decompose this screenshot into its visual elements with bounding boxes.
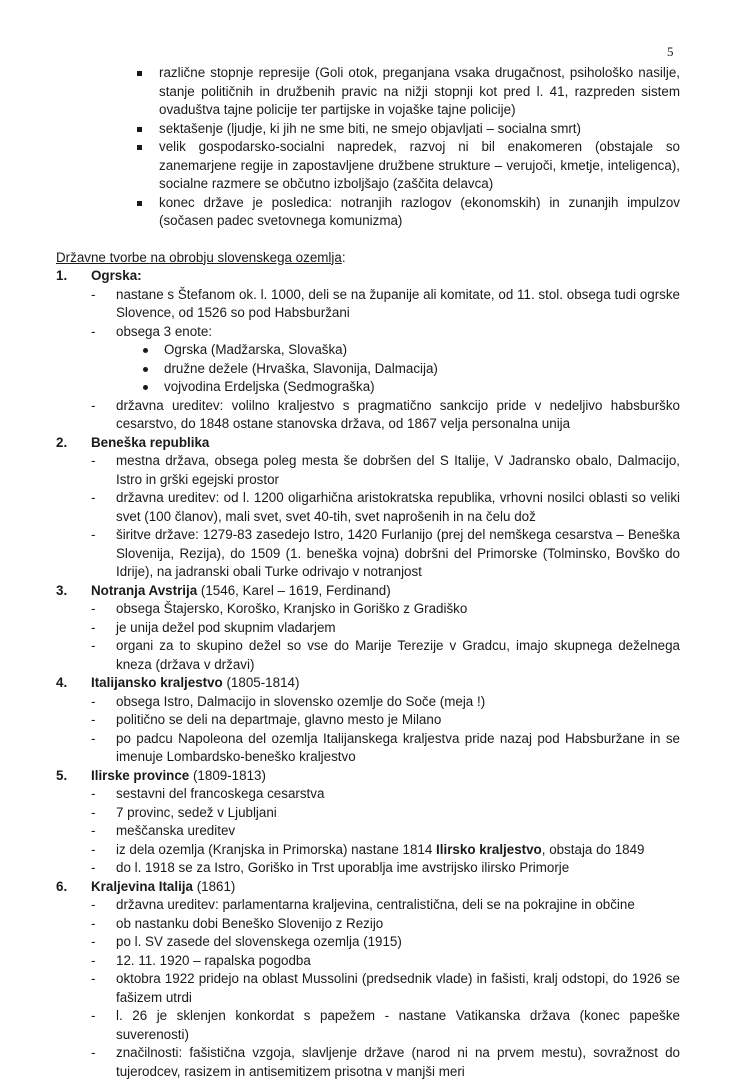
intro-bullet-list bbox=[136, 64, 680, 231]
round-bullet-icon bbox=[143, 367, 148, 372]
section-number: 4. bbox=[56, 674, 67, 693]
list-item bbox=[91, 933, 680, 952]
section-header bbox=[91, 267, 680, 286]
list-item bbox=[91, 859, 680, 878]
list-item bbox=[91, 452, 680, 489]
list-item-text: velik gospodarsko-socialni napredek, razvoj ni bil enakomeren (obstajale so zanemarjene regije in zapostavljene družbene strukture – verujoči, kmetje, inteligenca), socialne razmere se občutno izboljšajo (zaščita delavca) bbox=[159, 139, 680, 191]
list-item-text: različne stopnje represije (Goli otok, preganjana vsaka drugačnost, psihološko nasilje, stanje političnih in družbenih pravic na nižji stopnji kot pred l. 41, razpreden sistem ovaduštva tajne policije ter partijske in vojaške tajne policije) bbox=[159, 65, 680, 117]
section-subtitle: (1809-1813) bbox=[189, 768, 266, 783]
section-title: Ogrska: bbox=[91, 268, 142, 283]
heading-suffix: : bbox=[342, 250, 346, 265]
dash-bullet-icon: - bbox=[91, 822, 95, 841]
dash-bullet-icon: - bbox=[91, 637, 95, 656]
list-item bbox=[136, 64, 680, 120]
dash-list bbox=[91, 600, 680, 674]
list-item bbox=[91, 323, 680, 397]
dash-bullet-icon: - bbox=[91, 804, 95, 823]
list-item bbox=[91, 600, 680, 619]
numbered-section bbox=[56, 674, 680, 767]
list-item bbox=[91, 785, 680, 804]
list-item bbox=[91, 526, 680, 582]
list-item-text: meščanska ureditev bbox=[116, 823, 235, 838]
section-number: 5. bbox=[56, 767, 67, 786]
list-item bbox=[91, 970, 680, 1007]
numbered-section bbox=[56, 767, 680, 878]
sub-list-item bbox=[141, 360, 680, 379]
list-item bbox=[91, 1007, 680, 1044]
list-item-text: l. 26 je sklenjen konkordat s papežem - nastane Vatikanska država (konec papeške suverenosti) bbox=[116, 1008, 680, 1042]
dash-list bbox=[91, 785, 680, 878]
document-body bbox=[56, 64, 680, 1081]
list-item bbox=[91, 915, 680, 934]
list-item bbox=[91, 489, 680, 526]
dash-bullet-icon: - bbox=[91, 841, 95, 860]
list-item bbox=[91, 804, 680, 823]
list-item-text: oktobra 1922 pridejo na oblast Mussolini (predsednik vlade) in fašisti, kralj odstopi, do 1926 se fašizem utrdi bbox=[116, 971, 680, 1005]
section-header bbox=[91, 582, 680, 601]
list-item-text: ob nastanku dobi Beneško Slovenijo z Rezijo bbox=[116, 916, 383, 931]
numbered-section bbox=[56, 582, 680, 675]
list-item-text: iz dela ozemlja (Kranjska in Primorska) nastane 1814 bbox=[116, 842, 436, 857]
dash-bullet-icon: - bbox=[91, 323, 95, 342]
square-bullet-icon bbox=[137, 201, 142, 206]
dash-bullet-icon: - bbox=[91, 711, 95, 730]
list-item bbox=[91, 711, 680, 730]
section-subtitle: (1546, Karel – 1619, Ferdinand) bbox=[197, 583, 391, 598]
dash-bullet-icon: - bbox=[91, 785, 95, 804]
section-title: Italijansko kraljestvo bbox=[91, 675, 223, 690]
list-item-text: konec države je posledica: notranjih razlogov (ekonomskih) in zunanjih impulzov (sočasen padec svetovnega komunizma) bbox=[159, 195, 680, 229]
section-subtitle: (1805-1814) bbox=[223, 675, 300, 690]
dash-bullet-icon: - bbox=[91, 286, 95, 305]
round-bullet-icon bbox=[143, 385, 148, 390]
list-item bbox=[91, 619, 680, 638]
sub-list-item-text: vojvodina Erdeljska (Sedmograška) bbox=[164, 379, 375, 394]
dash-list bbox=[91, 452, 680, 582]
section-number: 6. bbox=[56, 878, 67, 897]
list-item-text: obsega Štajersko, Koroško, Kranjsko in Goriško z Gradiško bbox=[116, 601, 467, 616]
list-item-text: 12. 11. 1920 – rapalska pogodba bbox=[116, 953, 311, 968]
list-item-text: državna ureditev: parlamentarna kraljevina, centralistična, deli se na pokrajine in občine bbox=[116, 897, 635, 912]
square-bullet-icon bbox=[137, 145, 142, 150]
list-item-text: obsega 3 enote: bbox=[116, 324, 212, 339]
list-item-text: obsega Istro, Dalmacijo in slovensko ozemlje do Soče (meja !) bbox=[116, 694, 485, 709]
list-item-text: širitve države: 1279-83 zasedejo Istro, 1420 Furlanijo (prej del nemškega cesarstva – Beneška Slovenija, Rezija), do 1509 (1. beneška vojna) dobršni del Primorske (Tolminsko, Bovško do Idrije), na jadranski obali Turke odrivajo v notranjost bbox=[116, 527, 680, 579]
sections-list bbox=[56, 267, 680, 1081]
dash-bullet-icon: - bbox=[91, 397, 95, 416]
dash-bullet-icon: - bbox=[91, 1044, 95, 1063]
list-item-text: organi za to skupino dežel so vse do Marije Terezije v Gradcu, imajo skupnega deželnega kneza (država v državi) bbox=[116, 638, 680, 672]
section-title: Beneška republika bbox=[91, 435, 209, 450]
list-item bbox=[91, 730, 680, 767]
list-item-text: državna ureditev: od l. 1200 oligarhična aristokratska republika, vrhovni nosilci oblasti so veliki svet (100 članov), mali svet, svet 40-tih, svet naprošenih in na čelu dož bbox=[116, 490, 680, 524]
dash-list bbox=[91, 286, 680, 434]
list-item bbox=[136, 120, 680, 139]
dash-bullet-icon: - bbox=[91, 896, 95, 915]
dash-bullet-icon: - bbox=[91, 730, 95, 749]
dash-bullet-icon: - bbox=[91, 600, 95, 619]
list-item bbox=[136, 194, 680, 231]
section-subtitle: (1861) bbox=[193, 879, 235, 894]
list-item bbox=[91, 952, 680, 971]
list-item-text: je unija dežel pod skupnim vladarjem bbox=[116, 620, 336, 635]
list-item-text: značilnosti: fašistična vzgoja, slavljenje države (narod ni na prvem mestu), sovražnost do tujerodcev, rasizem in antisemitizem prisotna v manjši meri bbox=[116, 1045, 680, 1079]
dash-bullet-icon: - bbox=[91, 952, 95, 971]
square-bullet-icon bbox=[137, 127, 142, 132]
section-title: Kraljevina Italija bbox=[91, 879, 193, 894]
sub-list-item bbox=[141, 378, 680, 397]
dash-bullet-icon: - bbox=[91, 970, 95, 989]
section-heading bbox=[56, 249, 680, 268]
dash-bullet-icon: - bbox=[91, 452, 95, 471]
numbered-section bbox=[56, 267, 680, 434]
sub-list-item-text: Ogrska (Madžarska, Slovaška) bbox=[164, 342, 347, 357]
list-item-text: 7 provinc, sedež v Ljubljani bbox=[116, 805, 277, 820]
list-item bbox=[91, 637, 680, 674]
page-number: 5 bbox=[667, 44, 674, 60]
dash-bullet-icon: - bbox=[91, 1007, 95, 1026]
list-item bbox=[91, 286, 680, 323]
list-item bbox=[91, 1044, 680, 1081]
list-item bbox=[91, 841, 680, 860]
dash-bullet-icon: - bbox=[91, 933, 95, 952]
round-bullet-icon bbox=[143, 348, 148, 353]
section-title: Notranja Avstrija bbox=[91, 583, 197, 598]
section-title: Ilirske province bbox=[91, 768, 189, 783]
dash-list bbox=[91, 693, 680, 767]
dash-bullet-icon: - bbox=[91, 693, 95, 712]
dash-bullet-icon: - bbox=[91, 915, 95, 934]
list-item-text: sektašenje (ljudje, ki jih ne sme biti, ne smejo objavljati – socialna smrt) bbox=[159, 121, 581, 136]
dash-list bbox=[91, 896, 680, 1081]
list-item-text: politično se deli na departmaje, glavno mesto je Milano bbox=[116, 712, 441, 727]
list-item bbox=[91, 397, 680, 434]
dash-bullet-icon: - bbox=[91, 619, 95, 638]
list-item-text: po padcu Napoleona del ozemlja Italijanskega kraljestva pride nazaj pod Habsburžane in se imenuje Lombardsko-beneško kraljestvo bbox=[116, 731, 680, 765]
section-number: 3. bbox=[56, 582, 67, 601]
list-item-text: po l. SV zasede del slovenskega ozemlja (1915) bbox=[116, 934, 402, 949]
list-item-text-after: , obstaja do 1849 bbox=[542, 842, 645, 857]
section-header bbox=[91, 434, 680, 453]
dash-bullet-icon: - bbox=[91, 526, 95, 545]
list-item-text: sestavni del francoskega cesarstva bbox=[116, 786, 324, 801]
sub-list-item-text: družne dežele (Hrvaška, Slavonija, Dalmacija) bbox=[164, 361, 438, 376]
section-header bbox=[91, 674, 680, 693]
list-item bbox=[136, 138, 680, 194]
dash-bullet-icon: - bbox=[91, 859, 95, 878]
section-number: 1. bbox=[56, 267, 67, 286]
list-item bbox=[91, 822, 680, 841]
numbered-section bbox=[56, 434, 680, 582]
dot-list bbox=[141, 341, 680, 397]
section-number: 2. bbox=[56, 434, 67, 453]
dash-bullet-icon: - bbox=[91, 489, 95, 508]
sub-list-item bbox=[141, 341, 680, 360]
bold-term: Ilirsko kraljestvo bbox=[436, 842, 542, 857]
list-item bbox=[91, 896, 680, 915]
section-header bbox=[91, 767, 680, 786]
square-bullet-icon bbox=[137, 71, 142, 76]
list-item-text: državna ureditev: volilno kraljestvo s pragmatično sankcijo pride v nedeljivo habsburško cesarstvo, do 1848 ostane stanovska država, od 1867 velja personalna unija bbox=[116, 398, 680, 432]
list-item bbox=[91, 693, 680, 712]
heading-text: Državne tvorbe na obrobju slovenskega ozemlja bbox=[56, 250, 342, 265]
numbered-section bbox=[56, 878, 680, 1081]
list-item-text: nastane s Štefanom ok. l. 1000, deli se na županije ali komitate, od 11. stol. obsega tudi ogrske Slovence, od 1526 so pod Habsburžani bbox=[116, 287, 680, 321]
list-item-text: do l. 1918 se za Istro, Goriško in Trst uporablja ime avstrijsko ilirsko Primorje bbox=[116, 860, 569, 875]
list-item-text: mestna država, obsega poleg mesta še dobršen del S Italije, V Jadransko obalo, Dalmacijo, Istro in grški egejski prostor bbox=[116, 453, 680, 487]
section-header bbox=[91, 878, 680, 897]
